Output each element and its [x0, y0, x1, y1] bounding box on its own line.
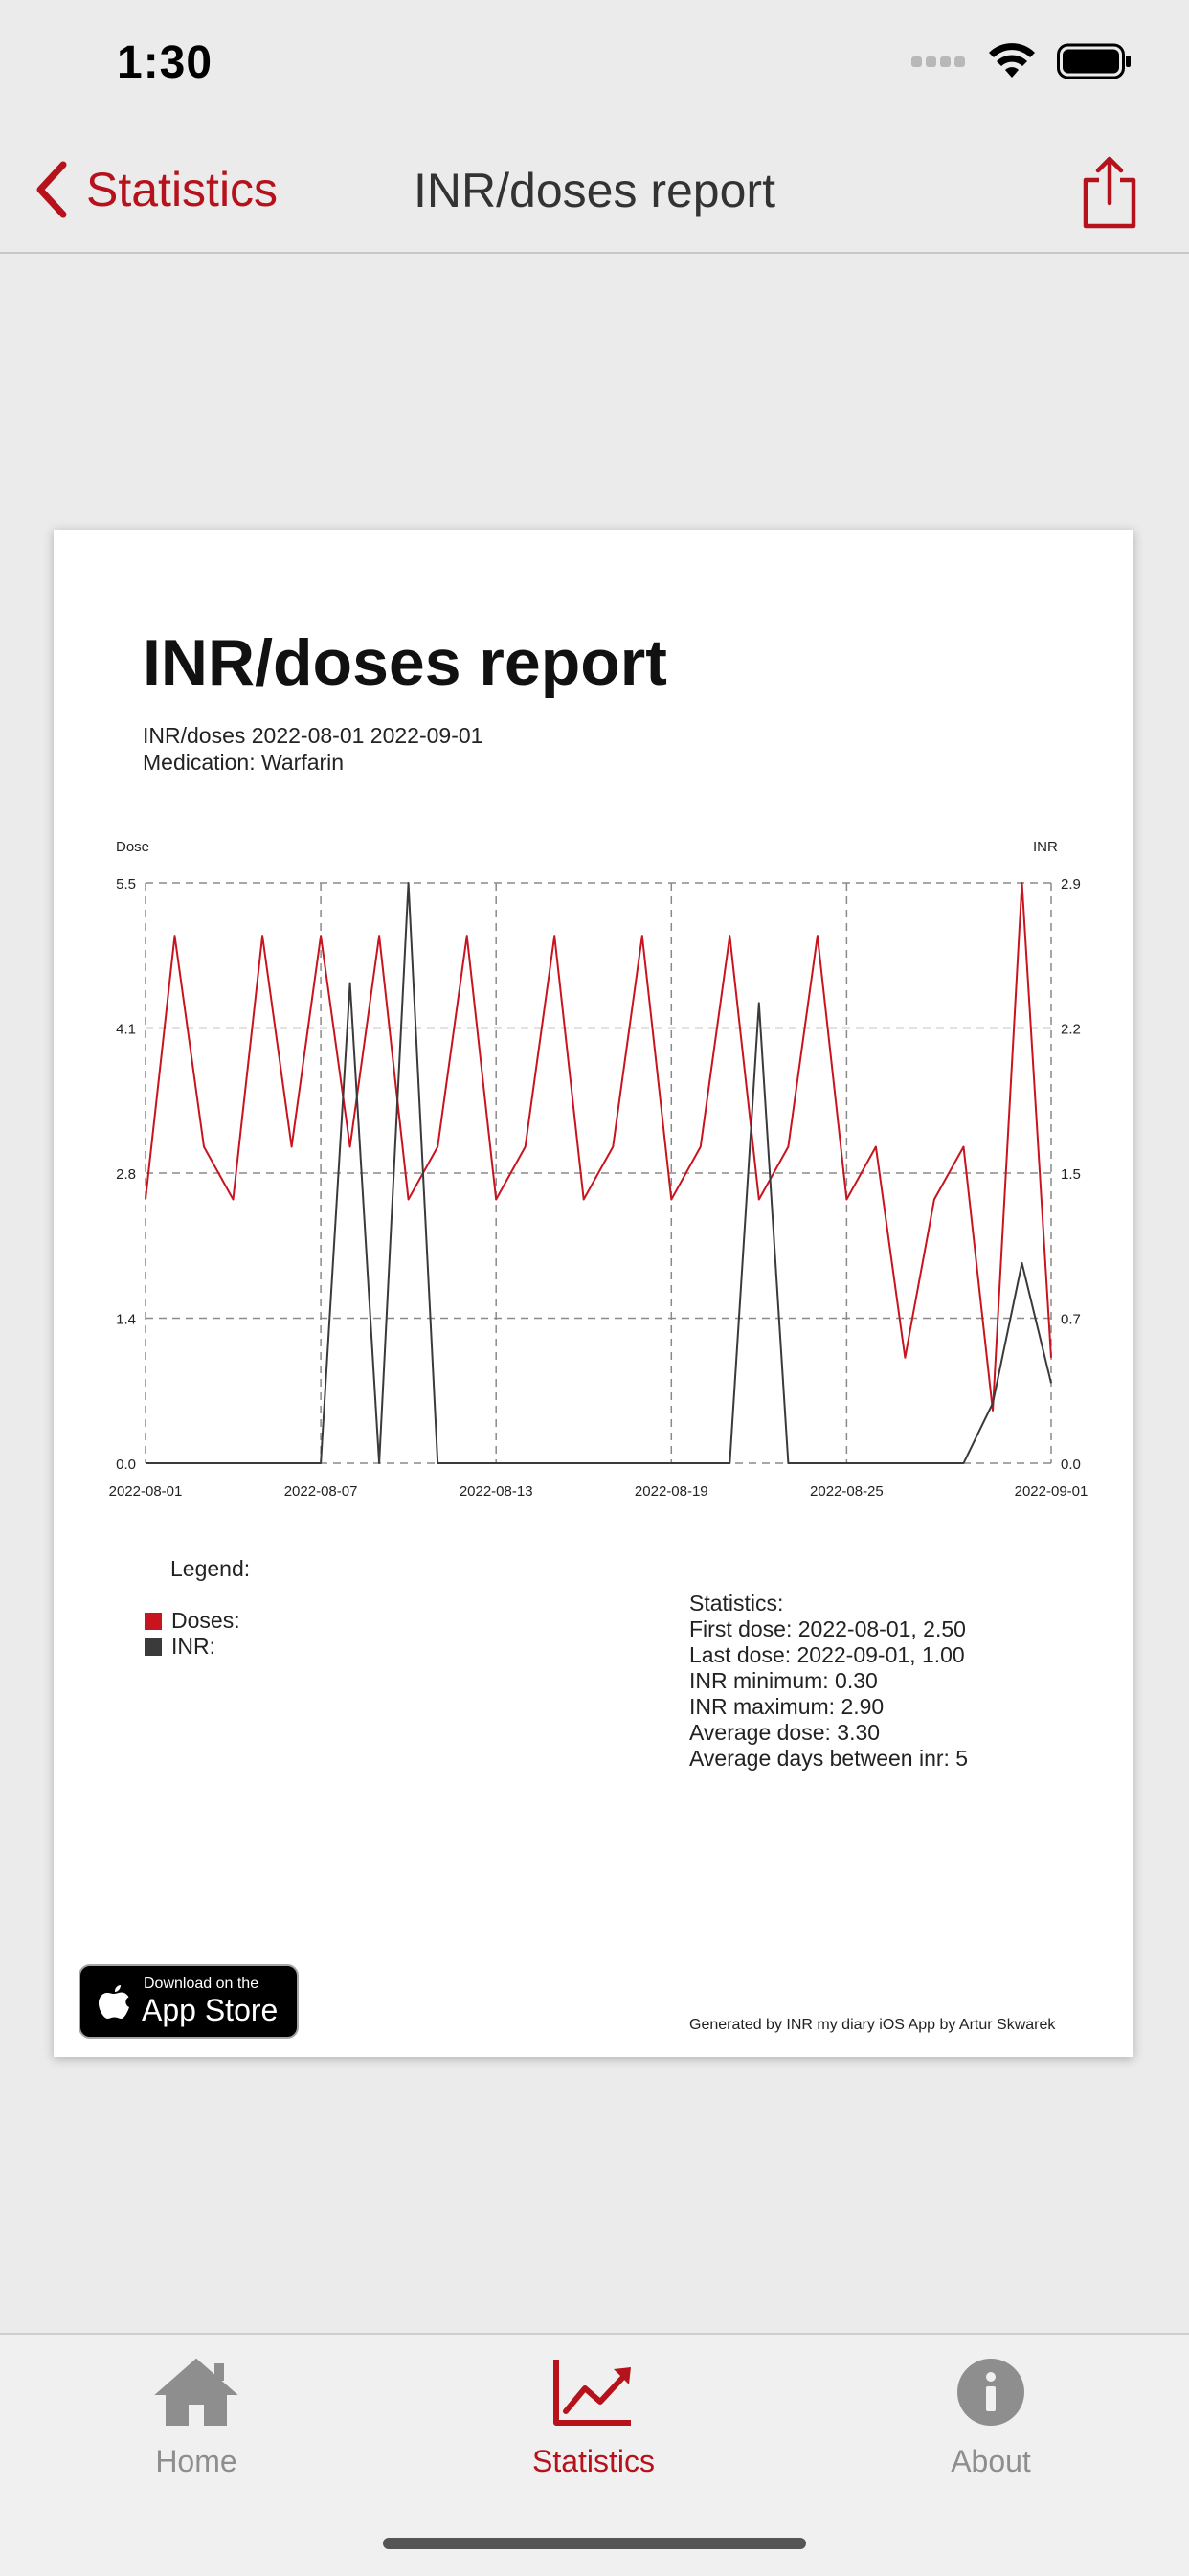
dose-tick-label: 2.8 — [116, 1166, 136, 1183]
app-store-big-text: App Store — [142, 1993, 279, 2027]
tab-home[interactable] — [101, 2356, 292, 2479]
status-icons — [911, 40, 1132, 82]
tab-about-label: About — [951, 2444, 1031, 2478]
report-medication: Medication: Warfarin — [143, 750, 345, 775]
stats-first-dose: First dose: 2022-08-01, 2.50 — [689, 1616, 966, 1641]
signal-icon — [911, 55, 967, 68]
inr-doses-chart — [54, 530, 1133, 2057]
stats-inr-max: INR maximum: 2.90 — [689, 1694, 885, 1719]
share-icon — [1080, 155, 1139, 230]
tab-about[interactable] — [895, 2356, 1087, 2479]
legend-inr-label: INR: — [171, 1634, 215, 1659]
dose-tick-label: 5.5 — [116, 876, 136, 893]
dose-tick-label: 0.0 — [116, 1457, 136, 1473]
stats-last-dose: Last dose: 2022-09-01, 1.00 — [689, 1642, 965, 1667]
info-icon — [948, 2356, 1034, 2429]
back-label: Statistics — [86, 163, 279, 216]
inr-axis-label: INR — [1033, 839, 1058, 855]
doses-series-line — [146, 883, 1051, 1411]
inr-tick-label: 0.7 — [1061, 1311, 1081, 1328]
tab-statistics-label: Statistics — [531, 2444, 656, 2478]
date-tick-label: 2022-08-01 — [108, 1483, 183, 1500]
stats-avg-dose: Average dose: 3.30 — [689, 1720, 881, 1745]
wifi-icon — [988, 43, 1036, 79]
stats-inr-min: INR minimum: 0.30 — [689, 1668, 878, 1693]
app-store-small-text: Download on the — [144, 1976, 259, 1992]
date-tick-label: 2022-08-07 — [283, 1483, 358, 1500]
report-title: INR/doses report — [143, 626, 667, 699]
app-store-badge[interactable] — [79, 1964, 299, 2039]
legend-doses-label: Doses: — [171, 1608, 240, 1633]
date-tick-label: 2022-08-19 — [634, 1483, 708, 1500]
report-page — [54, 530, 1133, 2057]
apple-logo-icon — [96, 1979, 132, 2022]
dose-axis-label: Dose — [116, 839, 150, 855]
date-tick-label: 2022-08-13 — [459, 1483, 533, 1500]
home-indicator — [383, 2538, 806, 2549]
home-icon — [153, 2356, 239, 2429]
nav-divider — [0, 252, 1189, 254]
inr-tick-label: 2.2 — [1061, 1021, 1081, 1038]
generated-by-note: Generated by INR my diary iOS App by Artur Skwarek — [689, 2017, 1056, 2033]
page-title: INR/doses report — [414, 164, 775, 217]
inr-tick-label: 0.0 — [1061, 1457, 1081, 1473]
status-time: 1:30 — [117, 37, 213, 88]
legend-inr — [145, 1634, 215, 1660]
tab-statistics[interactable] — [498, 2356, 689, 2479]
dose-tick-label: 1.4 — [116, 1311, 136, 1328]
inr-tick-label: 1.5 — [1061, 1166, 1081, 1183]
inr-swatch — [145, 1638, 162, 1656]
stats-heading: Statistics: — [689, 1591, 784, 1616]
date-tick-label: 2022-09-01 — [1014, 1483, 1088, 1500]
inr-tick-label: 2.9 — [1061, 876, 1081, 893]
legend-title: Legend: — [170, 1556, 251, 1581]
battery-icon — [1057, 43, 1132, 79]
tab-home-label: Home — [155, 2444, 237, 2478]
dose-tick-label: 4.1 — [116, 1021, 136, 1038]
navigation-bar — [0, 144, 1189, 253]
chart-icon — [550, 2356, 637, 2429]
stats-avg-days: Average days between inr: 5 — [689, 1746, 969, 1771]
legend-doses — [145, 1608, 240, 1634]
report-date-range: INR/doses 2022-08-01 2022-09-01 — [143, 723, 483, 748]
date-tick-label: 2022-08-25 — [810, 1483, 884, 1500]
statistics-block — [689, 1591, 968, 1772]
share-button[interactable] — [1080, 155, 1139, 235]
doses-swatch — [145, 1613, 162, 1630]
